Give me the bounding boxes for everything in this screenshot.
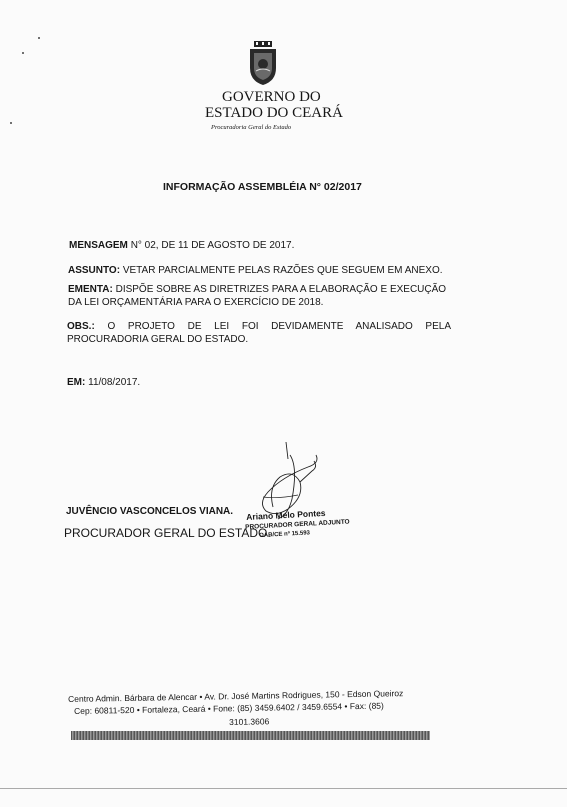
ementa-row xyxy=(68,284,446,295)
document-title: INFORMAÇÃO ASSEMBLÉIA N° 02/2017 xyxy=(163,181,362,193)
obs-row xyxy=(67,321,451,332)
obs-line1: O PROJETO DE LEI FOI DEVIDAMENTE ANALISADO PELA xyxy=(107,321,451,332)
assunto-row xyxy=(68,265,443,276)
em-label: EM: xyxy=(67,377,86,388)
date-row xyxy=(67,377,140,388)
mensagem-row xyxy=(69,240,294,251)
obs-line2: PROCURADORIA GERAL DO ESTADO. xyxy=(67,334,249,345)
obs-label: OBS.: xyxy=(67,321,95,332)
mensagem-value: N° 02, DE 11 DE AGOSTO DE 2017. xyxy=(130,240,295,251)
stamp-oab: OAB/CE nº 15.593 xyxy=(259,530,311,539)
signer-role: PROCURADOR GERAL DO ESTADO. xyxy=(64,526,271,540)
scan-speck xyxy=(22,52,24,54)
footer-address-line3: 3101.3606 xyxy=(229,716,270,727)
footer-address-line1: Centro Admin. Bárbara de Alencar • Av. Dr. José Martins Rodrigues, 150 - Edson Queiroz xyxy=(68,688,404,704)
ementa-label: EMENTA: xyxy=(68,284,113,295)
scan-speck xyxy=(10,122,12,124)
ementa-line1: DISPÕE SOBRE AS DIRETRIZES PARA A ELABORAÇÃO E EXECUÇÃO xyxy=(115,284,447,295)
em-value: 11/08/2017. xyxy=(88,377,141,388)
scan-edge-line xyxy=(0,788,567,789)
agency-name: Procuradoria Geral do Estado xyxy=(211,124,292,131)
mensagem-label: MENSAGEM xyxy=(69,240,128,251)
ementa-line2: DA LEI ORÇAMENTÁRIA PARA O EXERCÍCIO DE 2018. xyxy=(68,297,324,308)
footer-address-line2: Cep: 60811-520 • Fortaleza, Ceará • Fone: (85) 3459.6402 / 3459.6554 • Fax: (85) xyxy=(74,700,384,716)
scan-speck xyxy=(38,37,40,39)
assunto-label: ASSUNTO: xyxy=(68,265,121,276)
coat-of-arms-icon xyxy=(247,40,279,86)
signer-name: JUVÊNCIO VASCONCELOS VIANA. xyxy=(66,506,234,517)
stamp-role: PROCURADOR GERAL ADJUNTO xyxy=(245,518,350,531)
government-title-line1: GOVERNO DO xyxy=(222,89,321,105)
assunto-value: VETAR PARCIALMENTE PELAS RAZÕES QUE SEGUEM EM ANEXO. xyxy=(122,265,443,276)
stamp-name: Ariano Melo Pontes xyxy=(246,507,326,522)
footer-bar xyxy=(71,731,430,740)
government-title-line2: ESTADO DO CEARÁ xyxy=(205,105,343,121)
